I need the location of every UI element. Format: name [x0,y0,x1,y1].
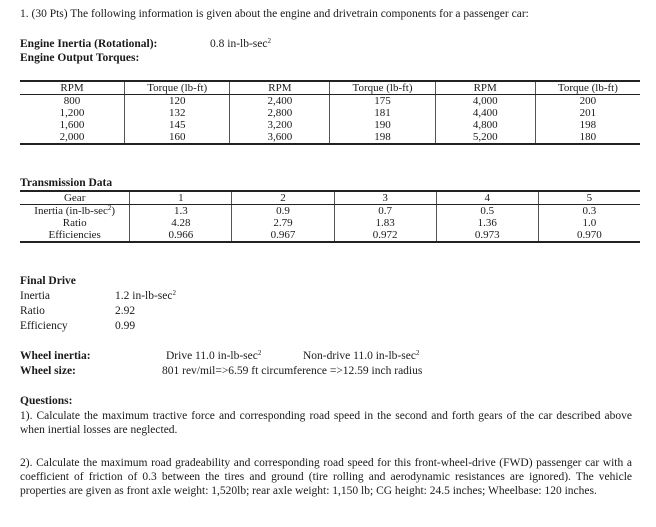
cell: 190 [330,119,435,131]
table-row [20,107,640,119]
col-header: RPM [230,81,330,95]
col-header: Torque (lb-ft) [330,81,435,95]
cell: 2 [232,191,334,205]
wheel-drive-inertia: Drive 11.0 $in-lb-\sec^2$ [166,349,262,362]
final-drive-eff-value: 0.99 [115,320,136,332]
table-row [20,229,640,242]
transmission-table [20,190,640,243]
row-label: Ratio [20,217,130,229]
cell: 1.3 [130,205,232,218]
cell: 132 [125,107,230,119]
cell: 800 [20,95,125,108]
cell: 160 [125,131,230,144]
transmission-title: Transmission Data [20,177,113,189]
col-header: RPM [20,81,125,95]
row-label: Efficiencies [20,229,130,242]
cell: 2,400 [230,95,330,108]
cell: 0.3 [582,205,597,217]
cell: 5 [538,191,640,205]
cell: 0.5 [436,205,538,218]
cell: 1,200 [20,107,125,119]
cell: 0.972 [334,229,436,242]
final-drive-inertia-value: 1.2 $in-lb-\sec^2$ [115,289,176,302]
cell: 2.79 [232,217,334,229]
cell: 0.970 [577,229,602,241]
cell: 4 [436,191,538,205]
final-drive-eff-label: Efficiency [20,320,68,332]
table-row [20,119,640,131]
cell: 2,000 [20,131,125,144]
final-drive-inertia-label: Inertia [20,290,51,302]
torque-table [20,80,640,145]
cell: 198 [330,131,435,144]
torque-table-header [20,81,640,95]
table-row [20,95,640,108]
wheel-size-label: Wheel size: [20,365,76,377]
wheel-size-value: 801 rev/mil=>6.59 ft circumference =>12.59 inch radius [162,365,423,377]
cell: 180 [579,131,597,143]
cell: 3,200 [230,119,330,131]
table-row [20,205,640,218]
engine-inertia-value: 0.8 $in-lb-\sec^2$ [210,37,271,50]
cell: 181 [330,107,435,119]
cell: 200 [579,95,597,107]
cell: 1.0 [582,217,597,229]
question-2: 2). Calculate the maximum road gradeability and corresponding road speed for this front-wheel-drive (FWD) passenger car with a coefficient of friction of 0.3 between the tires and ground (tire rolling and aerodynamic resistances are ignored). The vehicle properties are given as front axle weight: 1,520lb; rear axle weight: 1,150 lb; CG height: 24.5 inches; Wheelbase: 120 inches. [20,457,632,497]
cell: 120 [125,95,230,108]
final-drive-ratio-value: 2.92 [115,305,136,317]
table-row [20,217,640,229]
final-drive-ratio-label: Ratio [20,305,45,317]
cell: 1 [130,191,232,205]
cell: 4,000 [435,95,535,108]
engine-output-label: Engine Output Torques: [20,52,140,64]
cell: 3,600 [230,131,330,144]
row-label: Inertia $(in-lb-\sec^2)$ [20,205,130,218]
cell: 2,800 [230,107,330,119]
wheel-inertia-label: Wheel inertia: [20,350,91,362]
cell: 175 [330,95,435,108]
cell: 5,200 [435,131,535,144]
row-label: Gear [20,191,130,205]
cell: 145 [125,119,230,131]
cell: 1.36 [436,217,538,229]
final-drive-title: Final Drive [20,275,76,287]
col-header: Torque (lb-ft) [535,81,640,95]
cell: 0.9 [232,205,334,218]
cell: 198 [579,119,597,131]
cell: 4.28 [130,217,232,229]
problem-header: 1. (30 Pts) The following information is given about the engine and drivetrain components for a passenger car: [20,8,529,20]
cell: 3 [334,191,436,205]
cell: 0.973 [436,229,538,242]
col-header: RPM [435,81,535,95]
questions-title: Questions: [20,395,73,407]
cell: 1.83 [334,217,436,229]
wheel-nondrive-inertia: Non-drive 11.0 $in-lb-\sec^2$ [303,349,420,362]
cell: 0.966 [130,229,232,242]
question-1: 1). Calculate the maximum tractive force and corresponding road speed in the second and forth gears of the car described above when inertial losses are neglected. [20,410,632,436]
col-header: Torque (lb-ft) [125,81,230,95]
cell: 0.7 [334,205,436,218]
cell: 0.967 [232,229,334,242]
cell: 4,400 [435,107,535,119]
table-row [20,131,640,144]
engine-inertia-label: Engine Inertia (Rotational): [20,38,158,50]
cell: 4,800 [435,119,535,131]
cell: 201 [579,107,597,119]
table-row [20,191,640,205]
cell: 1,600 [20,119,125,131]
